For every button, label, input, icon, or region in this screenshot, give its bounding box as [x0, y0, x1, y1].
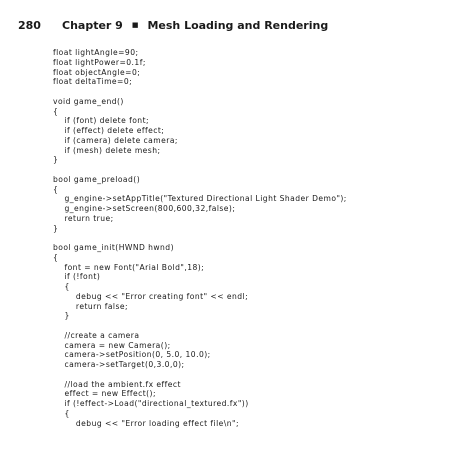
chapter-label: Chapter 9 [62, 19, 123, 32]
code-line: if (!effect->Load("directional_textured.fx")) [53, 399, 249, 408]
code-line: return false; [53, 301, 129, 311]
code-line: { [53, 252, 59, 262]
code-line: { [53, 106, 59, 116]
code-line: } [53, 311, 70, 321]
code-line: if (mesh) delete mesh; [53, 145, 161, 155]
code-line: bool game_preload() [53, 174, 141, 184]
code-line: if (effect) delete effect; [53, 126, 165, 135]
code-line: { [53, 282, 70, 291]
chapter-title: Mesh Loading and Rendering [147, 19, 329, 32]
code-line: float objectAngle=0; [53, 67, 141, 77]
code-line: effect = new Effect(); [53, 389, 156, 399]
code-line: debug << "Error creating font" << endl; [53, 291, 249, 301]
code-line: { [53, 408, 70, 418]
code-line: return true; [53, 213, 114, 223]
code-line: if (!font) [53, 272, 101, 282]
header-separator-icon: ■ [131, 21, 139, 29]
code-line: { [53, 184, 59, 194]
running-header [18, 19, 328, 35]
code-listing [53, 48, 347, 428]
code-line: void game_end() [53, 96, 124, 106]
code-line: g_engine->setScreen(800,600,32,false); [53, 204, 236, 213]
code-line [53, 87, 347, 97]
code-line: debug << "Error loading effect file\n"; [53, 418, 240, 428]
code-line: bool game_init(HWND hwnd) [53, 243, 174, 252]
code-line: camera->setPosition(0, 5.0, 10.0); [53, 350, 211, 360]
code-line: //load the ambient.fx effect [53, 379, 181, 389]
code-line [53, 233, 347, 243]
code-line: } [53, 155, 59, 165]
code-line: float deltaTime=0; [53, 77, 133, 87]
code-line: camera->setTarget(0,3.0,0); [53, 360, 185, 369]
code-line: //create a camera [53, 330, 140, 340]
code-line: camera = new Camera(); [53, 340, 171, 350]
code-line [53, 321, 347, 331]
code-line [53, 370, 347, 380]
code-line: if (font) delete font; [53, 116, 150, 126]
page-number: 280 [18, 19, 41, 32]
code-line: float lightAngle=90; [53, 48, 139, 57]
code-line: font = new Font("Arial Bold",18); [53, 262, 205, 272]
code-line: if (camera) delete camera; [53, 135, 178, 145]
code-line [53, 165, 347, 175]
code-line: } [53, 223, 59, 233]
code-line: float lightPower=0.1f; [53, 57, 146, 67]
code-line: g_engine->setAppTitle("Textured Directional Light Shader Demo"); [53, 194, 347, 204]
